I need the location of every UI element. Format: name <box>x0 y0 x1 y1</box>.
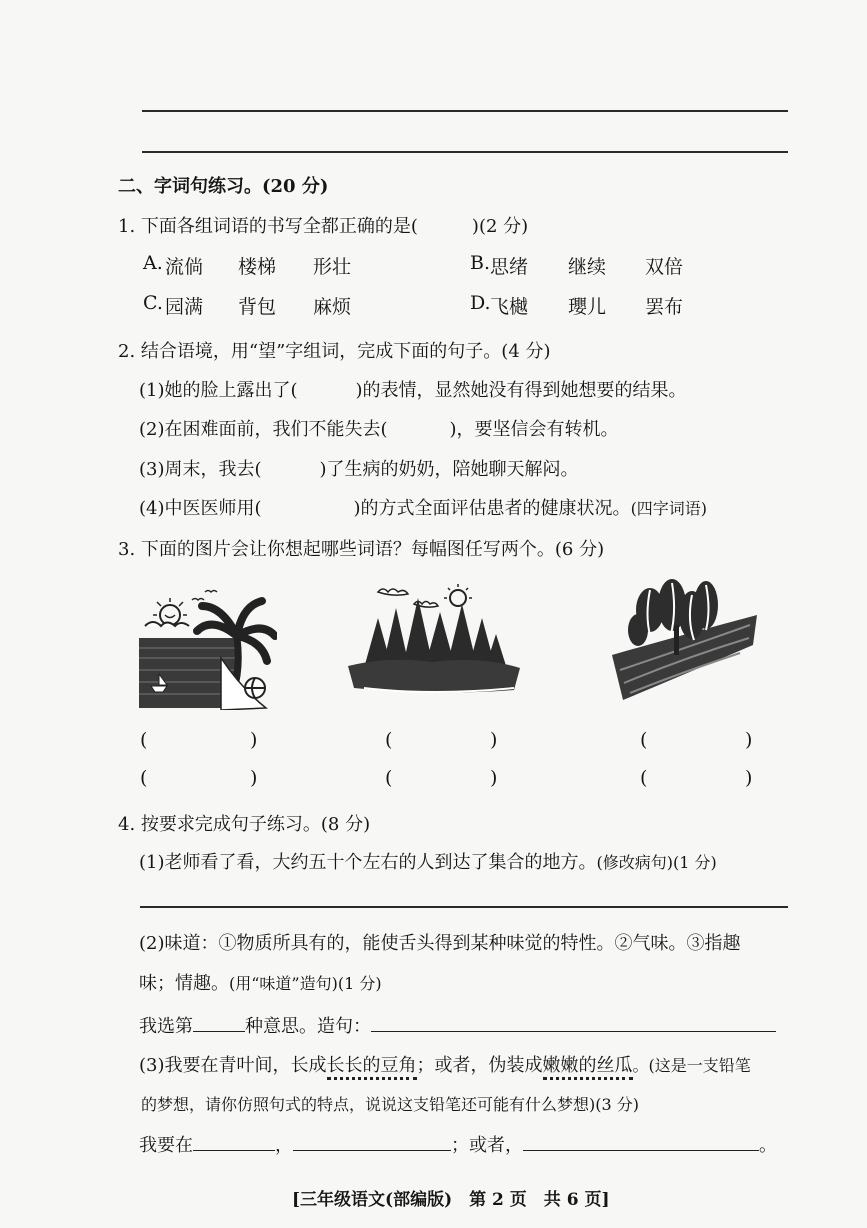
meaning-number-blank[interactable] <box>193 1031 245 1032</box>
q4-part-3-line1: (3)我要在青叶间，长成长长的豆角；或者，伪装成嫩嫩的丝瓜。(这是一支铅笔 <box>139 1051 751 1077</box>
q2-item-4-note: (四字词语) <box>630 499 708 518</box>
forest-sun-picture <box>344 578 524 706</box>
answer-line[interactable] <box>142 151 788 153</box>
q2-item-1: (1)她的脸上露出了( )的表情，显然她没有得到她想要的结果。 <box>139 380 687 401</box>
dotted-emphasis: 嫩嫩的丝瓜 <box>543 1055 633 1080</box>
option-label: B. <box>470 252 491 274</box>
question-3-stem: 3. 下面的图片会让你想起哪些词语？每幅图任写两个。(6 分) <box>118 539 605 560</box>
answer-line[interactable] <box>142 110 788 112</box>
q4-part-3-fill: 我要在 ， ；或者， 。 <box>139 1135 777 1156</box>
q2-item-4: (4)中医医师用( )的方式全面评估患者的健康状况。(四字词语) <box>139 498 708 519</box>
option-word: 园满 <box>165 296 204 318</box>
section-title: 二、字词句练习。(20 分) <box>118 176 329 197</box>
q4-part-1: (1)老师看了看，大约五十个左右的人到达了集合的地方。(修改病句)(1 分) <box>139 852 717 873</box>
paren-open: ( <box>385 729 393 751</box>
q2-item-3: (3)周末，我去( )了生病的奶奶，陪她聊天解闷。 <box>139 459 579 480</box>
question-1-stem: 1. 下面各组词语的书写全都正确的是( )(2 分) <box>118 216 529 237</box>
paren-close: ) <box>250 767 258 789</box>
option-word: 思绪 <box>490 256 529 278</box>
sentence-blank[interactable] <box>371 1031 776 1032</box>
page-footer: [三年级语文(部编版) 第 2 页 共 6 页] <box>292 1190 610 1210</box>
dream-blank-2[interactable] <box>523 1150 759 1151</box>
question-2-stem: 2. 结合语境，用“望”字组词，完成下面的句子。(4 分) <box>118 341 551 362</box>
paren-open: ( <box>140 767 148 789</box>
option-label: D. <box>470 292 491 314</box>
option-word: 继续 <box>568 256 607 278</box>
dream-blank-1[interactable] <box>293 1150 451 1151</box>
option-word: 罢布 <box>645 296 684 318</box>
paren-open: ( <box>140 729 148 751</box>
paren-close: ) <box>745 729 753 751</box>
paren-close: ) <box>490 729 498 751</box>
beach-palm-picture <box>137 578 277 710</box>
paren-open: ( <box>385 767 393 789</box>
willow-bank-picture <box>610 575 760 710</box>
option-word: 飞樾 <box>490 296 529 318</box>
option-label: A. <box>143 252 163 274</box>
q4-part-1-note: (修改病句)(1 分) <box>596 853 717 872</box>
paren-close: ) <box>745 767 753 789</box>
q4-answer-line[interactable] <box>140 906 788 908</box>
q4-part-2-note: (用“味道”造句)(1 分) <box>229 974 382 993</box>
option-word: 楼梯 <box>238 256 277 278</box>
option-label: C. <box>143 292 163 314</box>
dotted-emphasis: 长长的豆角 <box>327 1055 417 1080</box>
option-word: 背包 <box>238 296 277 318</box>
option-word: 麻烦 <box>313 296 352 318</box>
q4-part-2-fill: 我选第 种意思。造句： <box>139 1012 776 1038</box>
option-word: 形壮 <box>313 256 352 278</box>
q2-item-2: (2)在困难面前，我们不能失去( )，要坚信会有转机。 <box>139 419 619 440</box>
paren-close: ) <box>250 729 258 751</box>
q4-part-2-line1: (2)味道：①物质所具有的，能使舌头得到某种味觉的特性。②气味。③指趣 <box>139 933 741 954</box>
option-word: 双倍 <box>645 256 684 278</box>
place-blank[interactable] <box>193 1150 275 1151</box>
paren-close: ) <box>490 767 498 789</box>
paren-open: ( <box>640 729 648 751</box>
q4-part-3-line2: 的梦想，请你仿照句式的特点，说说这支铅笔还可能有什么梦想)(3 分) <box>141 1095 639 1114</box>
paren-open: ( <box>640 767 648 789</box>
option-word: 流倘 <box>165 256 204 278</box>
option-word: 瓔儿 <box>568 296 607 318</box>
q4-part-2-line2: 味；情趣。(用“味道”造句)(1 分) <box>139 973 382 994</box>
question-4-stem: 4. 按要求完成句子练习。(8 分) <box>118 814 371 835</box>
